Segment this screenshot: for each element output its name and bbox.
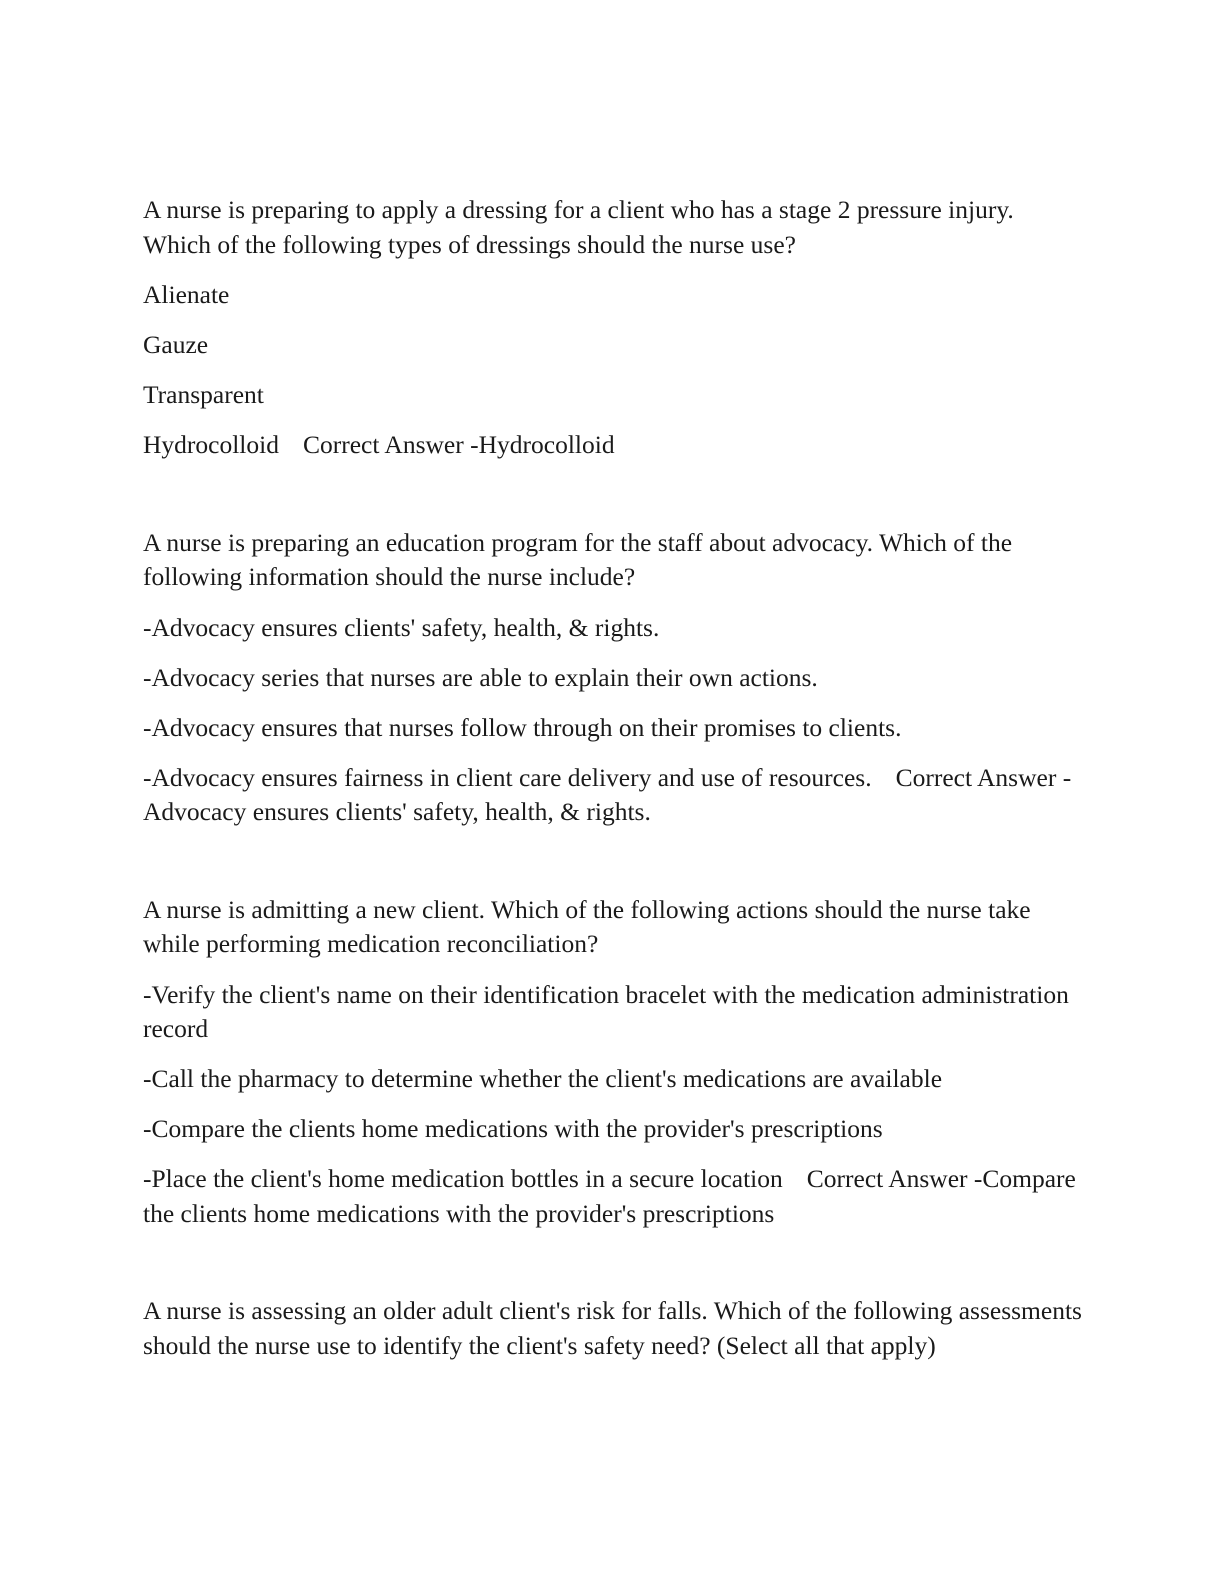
option: -Call the pharmacy to determine whether the client's medications are available xyxy=(143,1064,943,1093)
option: -Advocacy ensures clients' safety, health, & rights. xyxy=(143,612,660,642)
document-page xyxy=(143,193,1083,1426)
option: Alienate xyxy=(143,280,230,309)
option: Transparent xyxy=(143,380,264,409)
question-prompt: A nurse is admitting a new client. Which of the following actions should the nurse take while performing medication reconciliation? xyxy=(143,894,1031,958)
option: Gauze xyxy=(143,330,209,359)
option: -Advocacy ensures fairness in client care delivery and use of resources. xyxy=(143,762,872,792)
question-block-3 xyxy=(143,893,1083,1232)
question-block-1 xyxy=(143,193,1083,463)
option-with-answer xyxy=(143,428,1083,463)
option: -Compare the clients home medications with the provider's prescriptions xyxy=(143,1114,883,1143)
option: -Advocacy series that nurses are able to explain their own actions. xyxy=(143,662,818,692)
question-prompt: A nurse is preparing to apply a dressing for a client who has a stage 2 pressure injury. Which of the following types of dressings should the nurse use? xyxy=(143,195,1014,259)
option: -Place the client's home medication bottles in a secure location xyxy=(143,1164,783,1193)
option-with-answer xyxy=(143,761,1083,830)
correct-answer: Correct Answer -Advocacy ensures clients' safety, health, & rights. xyxy=(143,762,1072,826)
correct-answer: Correct Answer -Hydrocolloid xyxy=(302,430,615,459)
question-prompt: A nurse is preparing an education program for the staff about advocacy. Which of the following information should the nurse include? xyxy=(143,527,1013,591)
option: -Advocacy ensures that nurses follow through on their promises to clients. xyxy=(143,712,902,742)
option: Hydrocolloid xyxy=(143,430,279,459)
option: -Verify the client's name on their identification bracelet with the medication administration record xyxy=(143,979,1069,1043)
question-prompt: A nurse is assessing an older adult client's risk for falls. Which of the following assessments should the nurse use to identify the client's safety need? (Select all that apply) xyxy=(143,1296,1082,1360)
question-block-4 xyxy=(143,1294,1083,1363)
question-block-2 xyxy=(143,526,1083,830)
correct-answer: Correct Answer -Compare the clients home medications with the provider's prescriptions xyxy=(143,1164,1076,1228)
option-with-answer xyxy=(143,1162,1083,1231)
